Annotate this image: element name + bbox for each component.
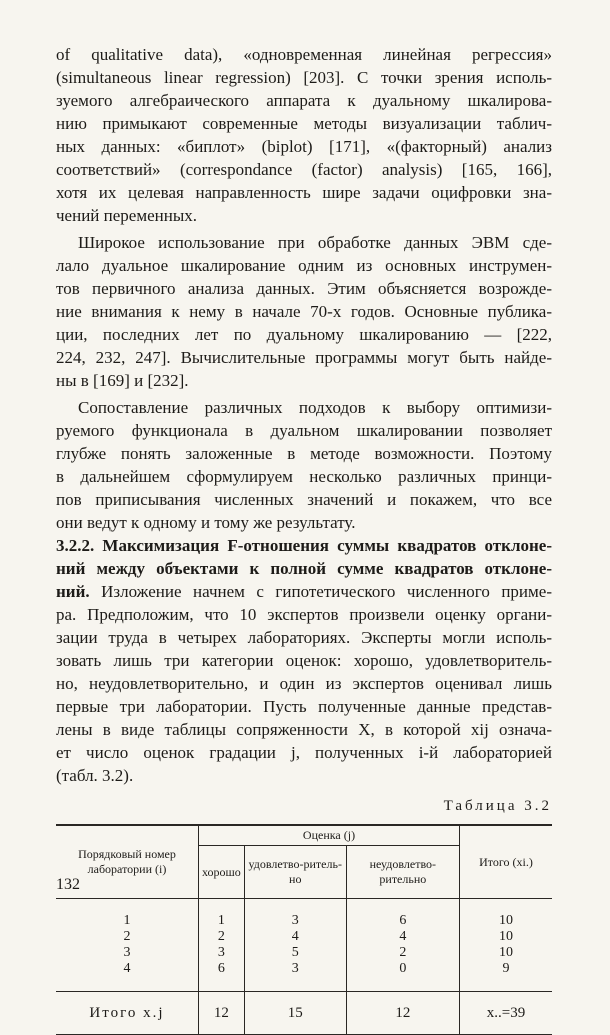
row-ids	[56, 899, 199, 992]
text-line: зации труда в четырех лабораториях. Эксперты могли исполь-	[56, 628, 552, 647]
text-line: руемого функционала в дуальном шкалировании позволяет	[56, 421, 552, 440]
cell: 2	[123, 929, 131, 944]
total-header: Итого (xi.)	[460, 825, 553, 899]
text-line: нию примыкают современные методы визуализации таблич-	[56, 114, 552, 133]
text-line: лены в виде таблицы сопряженности X, в которой xij означа-	[56, 720, 552, 739]
text-line: зуемого алгебраического аппарата к дуальному шкалирова-	[56, 91, 552, 110]
col-header-good: хорошо	[199, 846, 245, 899]
col-unsatisfactory	[346, 899, 459, 992]
text-line: Широкое использование при обработке данных ЭВМ сде-	[78, 233, 552, 252]
text-line: чений переменных.	[56, 206, 197, 225]
cell: 5	[291, 945, 299, 960]
text-line: ных данных: «биплот» (biplot) [171], «(факторный) анализ	[56, 137, 552, 156]
text-line: соответствий» (correspondance (factor) analysis) [165, 166],	[56, 160, 552, 179]
group-header: Оценка (j)	[199, 825, 460, 846]
heading-tail: ний.	[56, 582, 90, 601]
table-caption: Таблица 3.2	[443, 798, 552, 814]
footer-satisfactory: 15	[244, 992, 346, 1035]
text-line: (табл. 3.2).	[56, 766, 134, 785]
section-heading: ний между объектами к полной сумме квадратов отклоне-	[56, 559, 552, 578]
cell: 3	[217, 945, 225, 960]
col-satisfactory	[244, 899, 346, 992]
text-line: of qualitative data), «одновременная линейная регрессия»	[56, 45, 552, 64]
text-line: ции, последних лет по дуальному шкалированию — [222,	[56, 325, 552, 344]
text-line: первые три лаборатории. Пусть полученные данные представ-	[56, 697, 552, 716]
text-line: ра. Предположим, что 10 экспертов произвели оценку органи-	[56, 605, 552, 624]
text-line: зовать лишь три категории оценок: хорошо, удовлетворитель-	[56, 651, 552, 670]
text-line: пов приписывания численных значений и покажем, что все	[56, 490, 552, 509]
cell: 6	[399, 913, 407, 928]
cell: 2	[217, 929, 225, 944]
footer-good: 12	[199, 992, 245, 1035]
col-header-unsatisfactory: неудовлетво-рительно	[346, 846, 459, 899]
footer-label: Итого x.j	[56, 992, 199, 1035]
cell: 4	[123, 961, 131, 976]
text-line: ны в [169] и [232].	[56, 371, 189, 390]
text-line: (simultaneous linear regression) [203]. С точки зрения исполь-	[56, 68, 552, 87]
cell: 1	[123, 913, 131, 928]
text-line: Сопоставление различных подходов к выбору оптимизи-	[78, 398, 552, 417]
col-good	[199, 899, 245, 992]
text-line: 224, 232, 247]. Вычислительные программы могут быть найде-	[56, 348, 552, 367]
cell: 0	[399, 961, 407, 976]
cell: 10	[499, 913, 513, 928]
section-heading-continuation	[56, 581, 552, 602]
page-number: 132	[56, 876, 80, 893]
col-header-satisfactory: удовлетво-рительно	[244, 846, 346, 899]
text-line: они ведут к одному и тому же результату.	[56, 513, 356, 532]
cell: 4	[291, 929, 299, 944]
text-line: хотя их целевая направленность шире задачи оцифровки зна-	[56, 183, 552, 202]
section-heading: 3.2.2. Максимизация F-отношения суммы квадратов отклоне-	[56, 536, 552, 555]
col-row-totals	[460, 899, 553, 992]
cell: 6	[217, 961, 225, 976]
text-line: но, неудовлетворительно, и один из экспертов оценивал лишь	[56, 674, 552, 693]
cell: 4	[399, 929, 407, 944]
text-line: ет число оценок градации j, полученных i-й лабораторией	[56, 743, 552, 762]
text-span: Изложение начнем с гипотетического численного приме-	[89, 582, 552, 601]
grand-total: x..=39	[460, 992, 553, 1035]
contingency-table	[56, 824, 552, 1035]
cell: 3	[123, 945, 131, 960]
text-line: ние внимания к нему в начале 70-х годов. Основные публика-	[56, 302, 552, 321]
cell: 9	[502, 961, 510, 976]
cell: 3	[291, 913, 299, 928]
row-header: Порядковый номер лаборатории (i)	[56, 825, 199, 899]
cell: 2	[399, 945, 407, 960]
cell: 1	[217, 913, 225, 928]
footer-unsatisfactory: 12	[346, 992, 459, 1035]
text-line: лало дуальное шкалирование одним из основных инструмен-	[56, 256, 552, 275]
cell: 3	[291, 961, 299, 976]
text-line: тов первичного анализа данных. Этим объясняется возрожде-	[56, 279, 552, 298]
text-line: глубже понять заложенные в методе возможности. Поэтому	[56, 444, 552, 463]
cell: 10	[499, 945, 513, 960]
text-line: в дальнейшем сформулируем несколько различных принци-	[56, 467, 552, 486]
cell: 10	[499, 929, 513, 944]
